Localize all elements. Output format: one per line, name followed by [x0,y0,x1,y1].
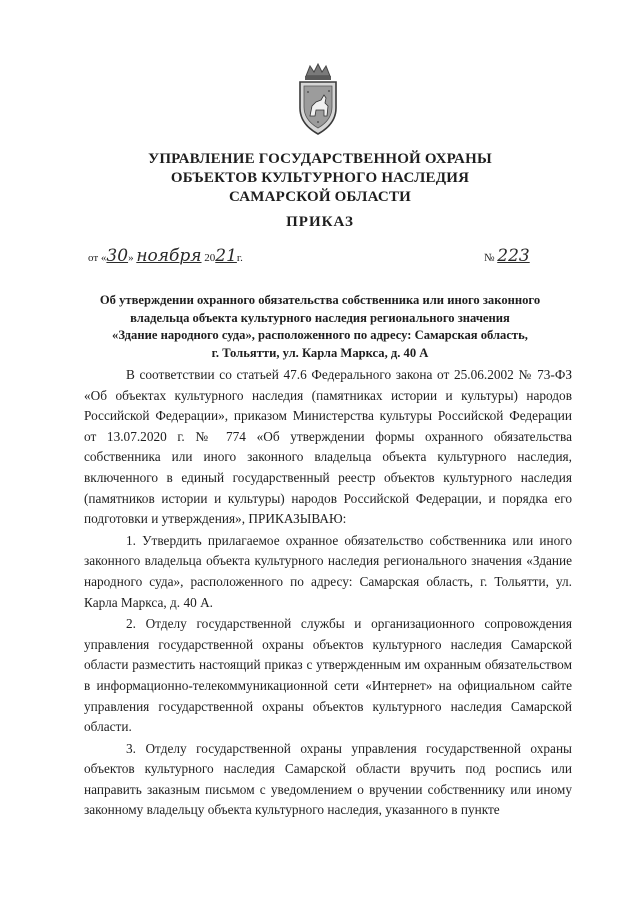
coat-of-arms-emblem [288,62,348,140]
title-line-4: г. Тольятти, ул. Карла Маркса, д. 40 А [211,345,429,360]
organization-header [0,150,640,207]
title-line-1: Об утверждении охранного обязательства собственника или иного законного [99,293,541,307]
number-prefix: № [484,252,495,264]
title-line-3: «Здание народного суда», расположенного по адресу: Самарская область, [112,328,528,342]
order-number [484,246,530,266]
date-separator: » [128,252,134,264]
organization-name-line-1: УПРАВЛЕНИЕ ГОСУДАРСТВЕННОЙ ОХРАНЫ [148,151,492,167]
organization-name-line-3: САМАРСКОЙ ОБЛАСТИ [228,189,412,205]
number-value: 223 [497,246,530,266]
preamble-paragraph: В соответствии со статьей 47.6 Федерального закона от 25.06.2002 № 73-ФЗ «Об объектах культурного наследия (памятниках истории и культуры) народов Российской Федерации», приказом Министерства культуры Российской Федерации от 13.07.2020 г. № 774 «Об утверждении формы охранного обязательства собственника или иного законного владельца объекта культурного наследия, включенного в единый государственный реестр объектов культурного наследия (памятников истории и культуры) народов Российской Федерации, и порядка его подготовки и утверждения», ПРИКАЗЫВАЮ: [84,367,572,527]
title-line-2: владельца объекта культурного наследия регионального значения [130,310,510,325]
organization-name-line-2: ОБЪЕКТОВ КУЛЬТУРНОГО НАСЛЕДИЯ [170,170,470,186]
samara-region-coat-of-arms-icon [288,62,348,140]
date-suffix: г. [236,252,243,264]
order-item-1: 1. Утвердить прилагаемое охранное обязательство собственника или иного законного владельца объекта культурного наследия регионального значения «Здание народного суда», расположенного по адресу: Самарская область, г. Тольятти, ул. Карла Маркса, д. 40 А. [84,532,572,610]
order-date [88,246,243,266]
order-item-2: 2. Отделу государственной службы и организационного сопровождения управления государственной охраны объектов культурного наследия Самарской области разместить настоящий приказ с утвержденным им охранным обязательством в информационно-телекоммуникационной сети «Интернет» на официальном сайте управления государственной охраны объектов культурного наследия Самарской области. [84,616,572,735]
date-day: 30 [106,246,129,266]
date-year: 21 [215,246,237,266]
document-title [70,292,570,362]
date-year-prefix: 20 [204,252,216,264]
document-body [84,365,572,821]
date-month: ноября [136,246,202,266]
date-prefix: от « [88,252,107,264]
order-item-3: 3. Отделу государственной охраны управления государственной охраны объектов культурного наследия Самарской области вручить под роспись или направить заказным письмом с уведомлением о вручении собственнику или иному законному владельцу объекта культурного наследия, указанного в пункте [84,740,572,818]
document-type: ПРИКАЗ [286,214,354,230]
